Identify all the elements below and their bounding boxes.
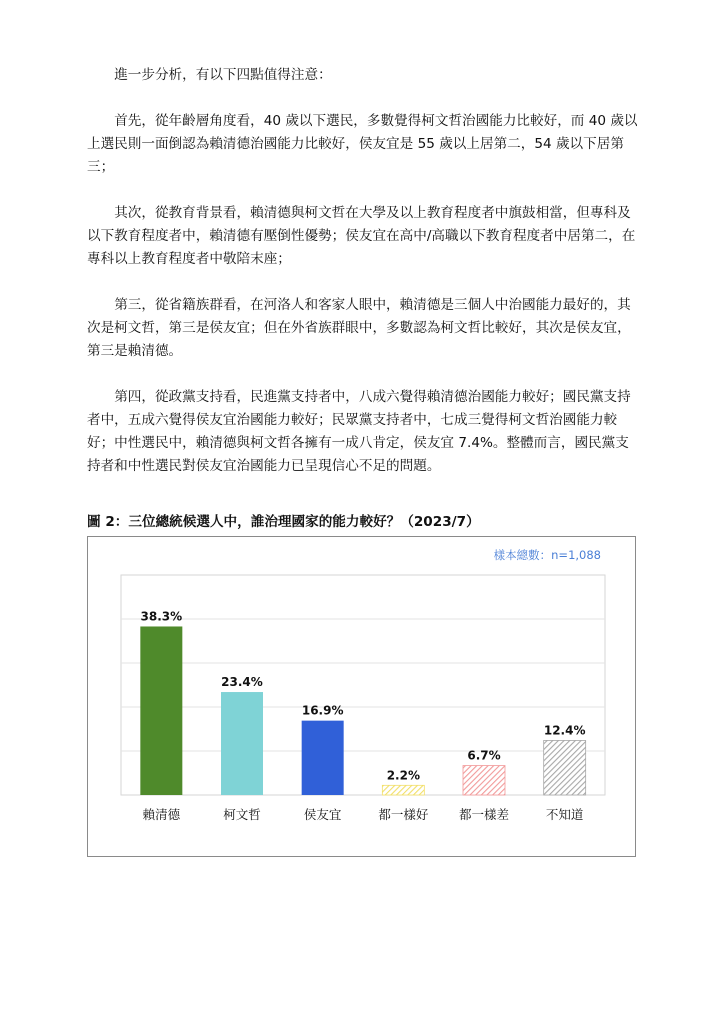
paragraph-third: 第三，從省籍族群看，在河洛人和客家人眼中，賴清德是三個人中治國能力最好的，其次是柯文哲，第三是侯友宜；但在外省族群眼中，多數認為柯文哲比較好，其次是侯友宜，第三是賴清德。 — [87, 297, 631, 359]
bar-都一樣好 — [382, 785, 424, 795]
figure-caption: 圖 2：三位總統候選人中，誰治理國家的能力較好？（2023/7） — [87, 514, 480, 530]
data-label-都一樣差: 6.7% — [467, 748, 501, 763]
bar-不知道 — [544, 740, 586, 795]
bar-侯友宜 — [302, 721, 344, 795]
category-label-不知道: 不知道 — [545, 807, 584, 822]
data-label-不知道: 12.4% — [543, 723, 586, 738]
category-label-柯文哲: 柯文哲 — [223, 807, 261, 822]
sample-size-note: 樣本總數：n=1,088 — [493, 548, 601, 562]
chart-gridlines — [121, 575, 605, 795]
chart-bars — [140, 626, 585, 795]
data-label-侯友宜: 16.9% — [301, 703, 344, 718]
data-label-賴清德: 38.3% — [140, 609, 183, 624]
data-label-都一樣好: 2.2% — [386, 768, 420, 783]
category-label-都一樣差: 都一樣差 — [458, 807, 510, 822]
category-label-都一樣好: 都一樣好 — [378, 807, 429, 822]
bar-賴清德 — [140, 626, 182, 795]
category-label-賴清德: 賴清德 — [142, 807, 181, 822]
chart-frame — [87, 536, 636, 857]
paragraph-second: 其次，從教育背景看，賴清德與柯文哲在大學及以上教育程度者中旗鼓相當，但專科及以下教育程度者中，賴清德有壓倒性優勢；侯友宜在高中/高職以下教育程度者中居第二，在專科以上教育程度者中敬陪末座； — [87, 205, 636, 267]
plot-area-border — [121, 575, 605, 795]
chart-labels — [141, 609, 586, 822]
bar-都一樣差 — [463, 766, 505, 795]
paragraph-fourth: 第四，從政黨支持看，民進黨支持者中，八成六覺得賴清德治國能力較好；國民黨支持者中，五成六覺得侯友宜治國能力較好；民眾黨支持者中，七成三覺得柯文哲治國能力較好；中性選民中，賴清德與柯文哲各擁有一成八肯定，侯友宜 7.4%。整體而言，國民黨支持者和中性選民對侯友宜治國能力已呈現信心不足的問題。 — [87, 389, 631, 474]
bar-柯文哲 — [221, 692, 263, 795]
bar-chart — [88, 537, 637, 858]
body-text — [87, 64, 641, 501]
category-label-侯友宜: 侯友宜 — [303, 807, 342, 822]
paragraph-first: 首先，從年齡層角度看，40 歲以下選民，多數覺得柯文哲治國能力比較好，而 40 歲以上選民則一面倒認為賴清德治國能力比較好，侯友宜是 55 歲以上居第二，54 歲以下居第三； — [87, 113, 638, 175]
paragraph-intro: 進一步分析，有以下四點值得注意： — [114, 67, 332, 83]
data-label-柯文哲: 23.4% — [221, 675, 263, 690]
